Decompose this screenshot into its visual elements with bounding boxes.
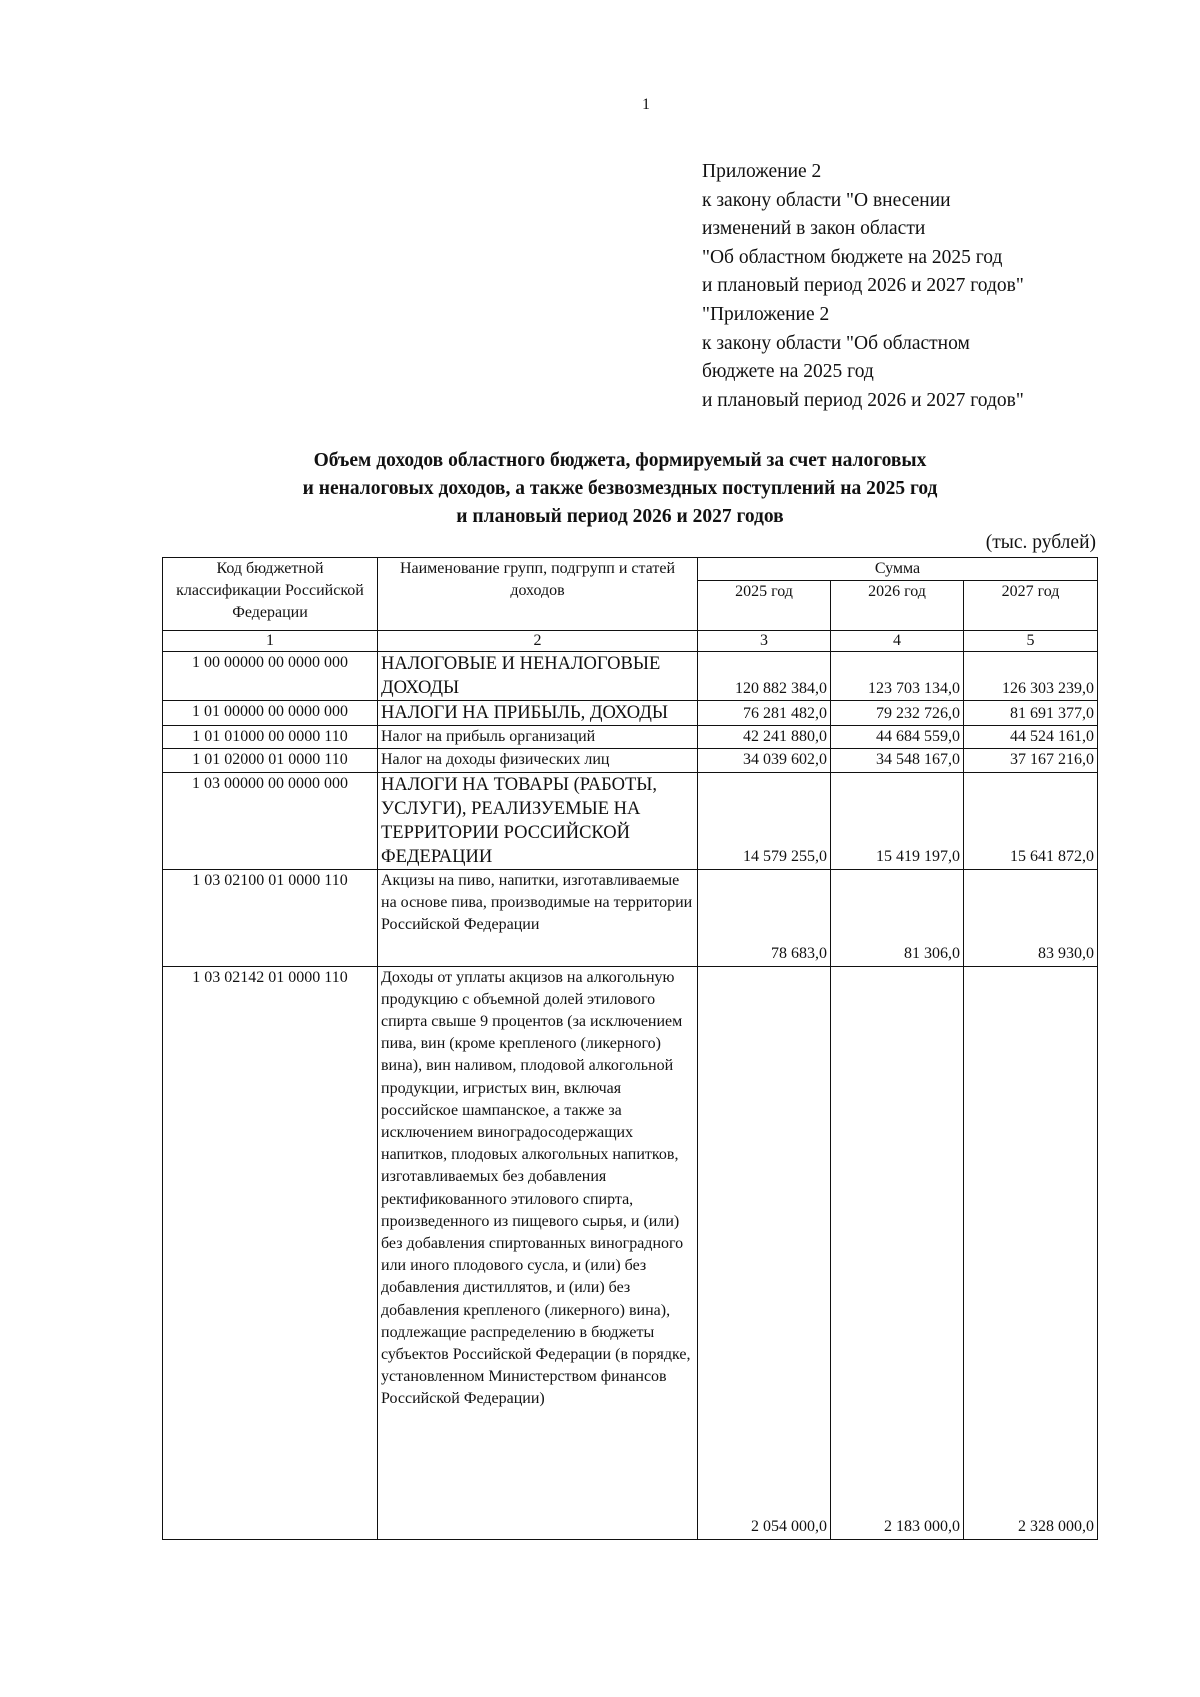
header-year-2025: 2025 год: [698, 581, 831, 631]
row-value-2025: 42 241 880,0: [698, 726, 831, 749]
header-name: Наименование групп, подгрупп и статей доходов: [378, 558, 698, 631]
row-value-2026: 15 419 197,0: [831, 772, 964, 869]
table-row: [163, 652, 1098, 701]
row-name: НАЛОГОВЫЕ И НЕНАЛОГОВЫЕ ДОХОДЫ: [378, 652, 698, 701]
row-value-2025: 76 281 482,0: [698, 701, 831, 726]
row-name: Налог на доходы физических лиц: [378, 749, 698, 772]
table-row: [163, 966, 1098, 1539]
title-line: и неналоговых доходов, а также безвозмездных поступлений на 2025 год: [302, 478, 938, 499]
table-row: [163, 869, 1098, 966]
page-number: 1: [642, 96, 650, 113]
row-code: 1 01 01000 00 0000 110: [163, 726, 378, 749]
row-code: 1 03 00000 00 0000 000: [163, 772, 378, 869]
row-name: НАЛОГИ НА ПРИБЫЛЬ, ДОХОДЫ: [378, 701, 698, 726]
column-index: 5: [964, 631, 1098, 652]
row-value-2026: 79 232 726,0: [831, 701, 964, 726]
row-value-2026: 44 684 559,0: [831, 726, 964, 749]
appendix-line: бюджете на 2025 год: [702, 361, 874, 383]
row-value-2026: 34 548 167,0: [831, 749, 964, 772]
header-sum: Сумма: [698, 558, 1098, 581]
row-value-2025: 14 579 255,0: [698, 772, 831, 869]
row-code: 1 01 00000 00 0000 000: [163, 701, 378, 726]
row-code: 1 03 02100 01 0000 110: [163, 869, 378, 966]
row-value-2027: 2 328 000,0: [964, 966, 1098, 1539]
row-value-2027: 126 303 239,0: [964, 652, 1098, 701]
row-code: 1 01 02000 01 0000 110: [163, 749, 378, 772]
row-value-2027: 44 524 161,0: [964, 726, 1098, 749]
appendix-line: к закону области "Об областном: [702, 332, 970, 354]
row-value-2025: 120 882 384,0: [698, 652, 831, 701]
appendix-line: "Приложение 2: [702, 303, 830, 325]
row-value-2027: 37 167 216,0: [964, 749, 1098, 772]
row-value-2027: 81 691 377,0: [964, 701, 1098, 726]
appendix-line: и плановый период 2026 и 2027 годов": [702, 389, 1024, 411]
column-index-row: [163, 631, 1098, 652]
appendix-line: к закону области "О внесении: [702, 189, 951, 211]
revenue-table: [162, 557, 1098, 1540]
table-row: [163, 726, 1098, 749]
row-value-2026: 2 183 000,0: [831, 966, 964, 1539]
title-line: Объем доходов областного бюджета, формируемый за счет налоговых: [313, 450, 927, 471]
column-index: 2: [378, 631, 698, 652]
row-value-2027: 83 930,0: [964, 869, 1098, 966]
column-index: 4: [831, 631, 964, 652]
units-note: (тыс. рублей): [985, 532, 1096, 553]
appendix-line: Приложение 2: [702, 161, 822, 182]
appendix-line: и плановый период 2026 и 2027 годов": [702, 275, 1024, 297]
row-code: 1 00 00000 00 0000 000: [163, 652, 378, 701]
appendix-line: изменений в закон области: [702, 218, 926, 240]
row-name: Акцизы на пиво, напитки, изготавливаемые на основе пива, производимые на территории Российской Федерации: [378, 869, 698, 966]
document-title: [160, 447, 1080, 531]
header-code: Код бюджетной классификации Российской Федерации: [163, 558, 378, 631]
row-value-2025: 2 054 000,0: [698, 966, 831, 1539]
table-row: [163, 701, 1098, 726]
table-row: [163, 749, 1098, 772]
header-year-2027: 2027 год: [964, 581, 1098, 631]
row-name: НАЛОГИ НА ТОВАРЫ (РАБОТЫ, УСЛУГИ), РЕАЛИЗУЕМЫЕ НА ТЕРРИТОРИИ РОССИЙСКОЙ ФЕДЕРАЦИИ: [378, 772, 698, 869]
row-value-2027: 15 641 872,0: [964, 772, 1098, 869]
row-value-2026: 123 703 134,0: [831, 652, 964, 701]
appendix-line: "Об областном бюджете на 2025 год: [702, 246, 1003, 268]
column-index: 3: [698, 631, 831, 652]
row-name: Налог на прибыль организаций: [378, 726, 698, 749]
row-value-2025: 34 039 602,0: [698, 749, 831, 772]
row-code: 1 03 02142 01 0000 110: [163, 966, 378, 1539]
appendix-reference: [702, 158, 1122, 415]
table-row: [163, 772, 1098, 869]
header-row: [163, 558, 1098, 581]
title-line: и плановый период 2026 и 2027 годов: [456, 506, 784, 527]
row-name: Доходы от уплаты акцизов на алкогольную продукцию с объемной долей этилового спирта свыше 9 процентов (за исключением пива, вин (кроме крепленого (ликерного) вина), вин наливом, плодовой алкогольной продукции, игристых вин, включая российское шампанское, а также за исключением виноградосодержащих напитков, плодовых алкогольных напитков, изготавливаемых без добавления ректификованного этилового спирта, произведенного из пищевого сырья, и (или) без добавления спиртованных виноградного или иного плодового сусла, и (или) без добавления дистиллятов, и (или) без добавления крепленого (ликерного) вина), подлежащие распределению в бюджеты субъектов Российской Федерации (в порядке, установленном Министерством финансов Российской Федерации): [378, 966, 698, 1539]
row-value-2026: 81 306,0: [831, 869, 964, 966]
row-value-2025: 78 683,0: [698, 869, 831, 966]
column-index: 1: [163, 631, 378, 652]
header-year-2026: 2026 год: [831, 581, 964, 631]
